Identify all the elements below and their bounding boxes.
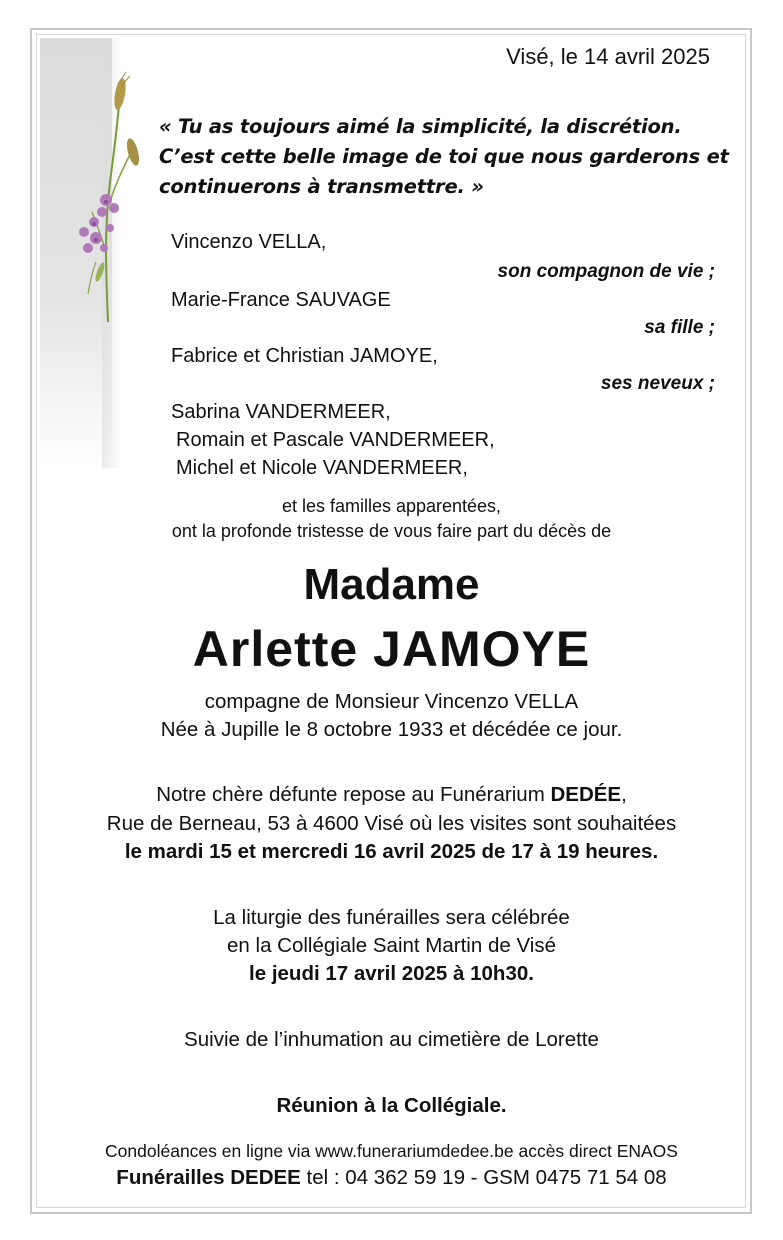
contact-numbers: tel : 04 362 59 19 - GSM 0475 71 54 08	[300, 1166, 667, 1189]
announcement-line: ont la profonde tristesse de vous faire part du décès de	[171, 521, 612, 541]
family-relation: son compagnon de vie ;	[497, 261, 715, 282]
company-name: Funérailles DEDEE	[116, 1166, 301, 1189]
quote-line: C’est cette belle image de toi que nous garderons et	[159, 145, 729, 168]
family-member: Marie-France SAUVAGE	[171, 289, 391, 311]
visitation-line	[0, 783, 783, 807]
family-member: Vincenzo VELLA,	[171, 231, 327, 253]
quote-line: continuerons à transmettre. »	[159, 175, 484, 198]
date-line: Visé, le 14 avril 2025	[506, 44, 710, 69]
family-relation: ses neveux ;	[600, 373, 715, 394]
address-line: Rue de Berneau, 53 à 4600 Visé où les visites sont souhaitées	[106, 812, 677, 835]
family-member: Romain et Pascale VANDERMEER,	[176, 429, 495, 451]
quote	[159, 112, 729, 202]
visitation-schedule: le mardi 15 et mercredi 16 avril 2025 de 17 à 19 heures.	[124, 840, 659, 863]
liturgy-date: le jeudi 17 avril 2025 à 10h30.	[249, 962, 534, 985]
quote-line: « Tu as toujours aimé la simplicité, la discrétion.	[159, 115, 682, 138]
family-member: Sabrina VANDERMEER,	[171, 401, 391, 423]
burial-line: Suivie de l’inhumation au cimetière de Lorette	[184, 1028, 599, 1051]
companion-line: compagne de Monsieur Vincenzo VELLA	[204, 690, 579, 713]
family-member: Michel et Nicole VANDERMEER,	[176, 457, 468, 479]
liturgy-line: La liturgie des funérailles sera célébrée	[213, 906, 570, 929]
reunion-line: Réunion à la Collégiale.	[276, 1094, 507, 1117]
condolences-line: Condoléances en ligne via www.funerariumdedee.be accès direct ENAOS	[105, 1141, 678, 1161]
announcement-line: et les familles apparentées,	[281, 496, 502, 516]
liturgy-place: en la Collégiale Saint Martin de Visé	[227, 934, 556, 957]
deceased-name: Arlette JAMOYE	[192, 621, 591, 677]
birth-death-line: Née à Jupille le 8 octobre 1933 et décédée ce jour.	[160, 718, 623, 741]
visitation-comma: ,	[621, 783, 627, 806]
family-member: Fabrice et Christian JAMOYE,	[171, 345, 438, 367]
funeral-home-name: DEDÉE	[550, 783, 622, 806]
deceased-title: Madame	[303, 560, 480, 609]
flower-illustration	[66, 72, 156, 322]
contact-line	[0, 1166, 783, 1190]
visitation-text: Notre chère défunte repose au Funérarium	[156, 783, 551, 806]
family-relation: sa fille ;	[644, 317, 715, 338]
